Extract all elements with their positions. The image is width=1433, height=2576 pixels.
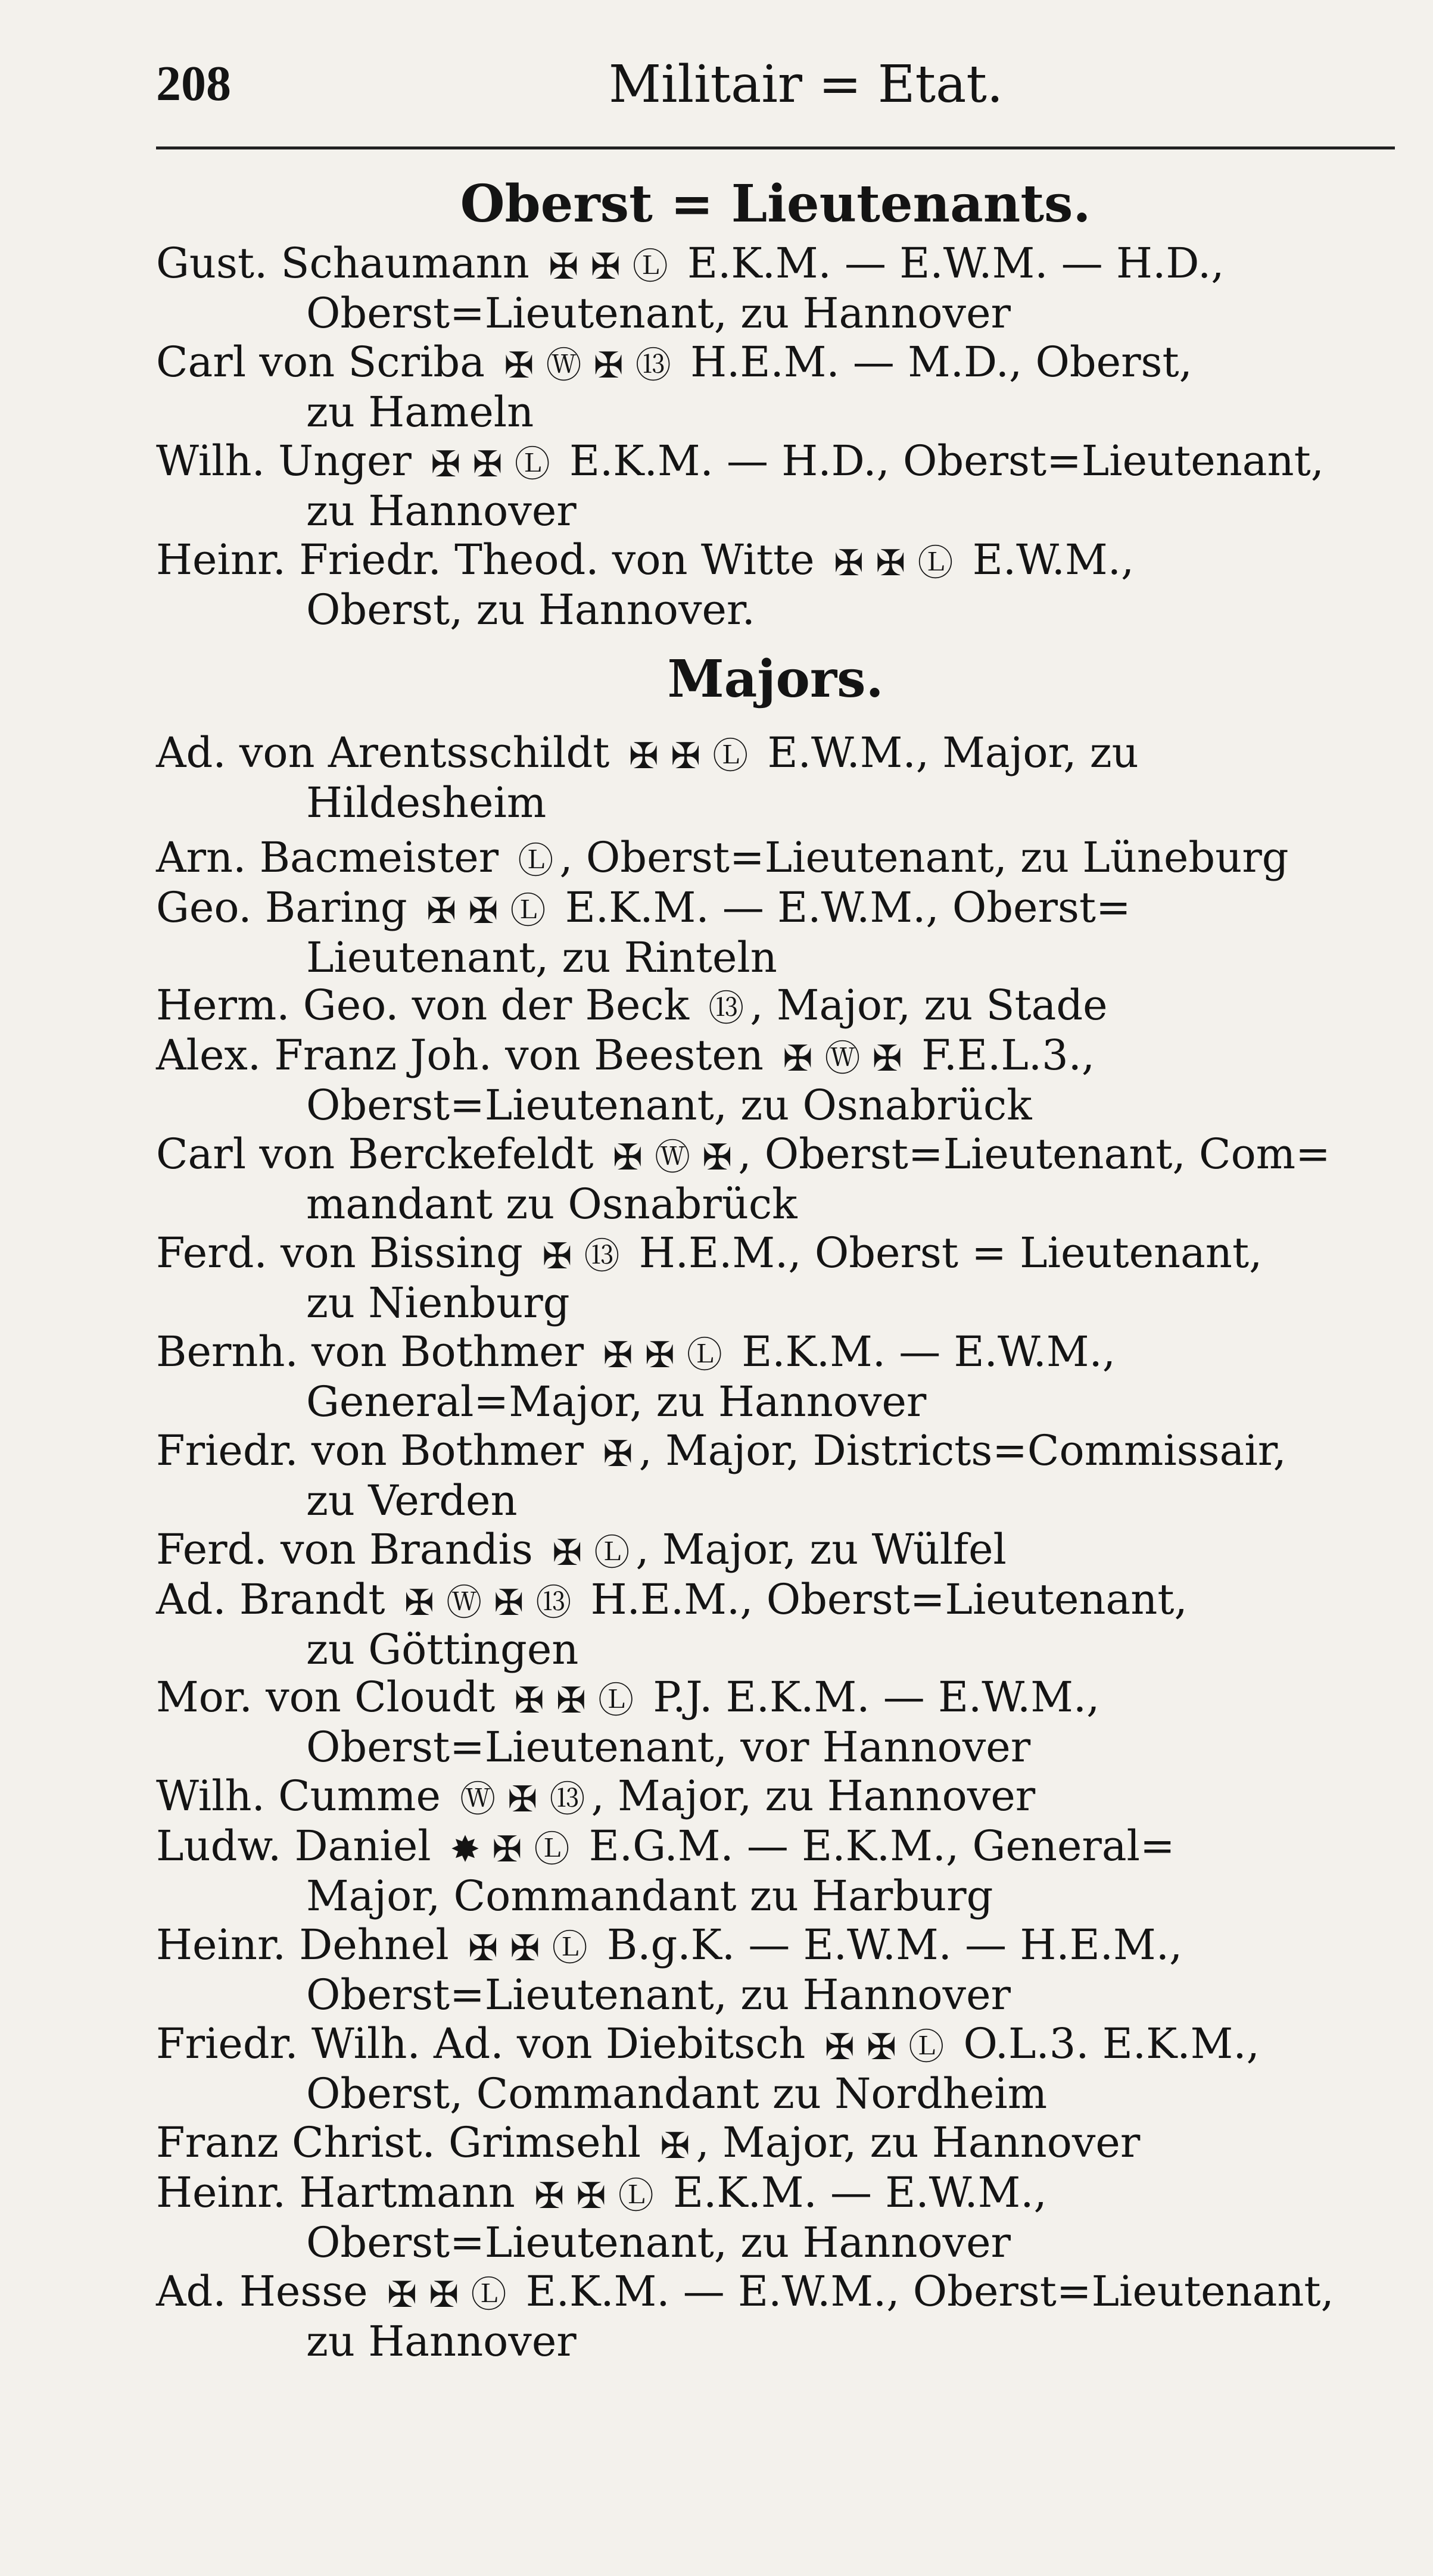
entry-line	[156, 337, 1395, 387]
entry-bacmeister	[156, 832, 1395, 882]
cross-decoration-icon: ✠	[603, 1334, 633, 1376]
cross-decoration-icon: ✠	[468, 890, 499, 932]
entry-continuation: zu Hannover	[306, 2317, 577, 2366]
entry-continuation: Hildesheim	[306, 778, 547, 827]
medal-1813-icon: ⑬	[635, 345, 671, 386]
cross-decoration-icon: ✠	[472, 444, 503, 485]
entry-rest: General=	[972, 1822, 1175, 1870]
medal-1813-icon: ⑬	[549, 1779, 585, 1820]
medal-1813-icon: ⑬	[708, 988, 744, 1030]
medal-1813-icon: ⑬	[584, 1236, 620, 1277]
entry-continuation: Oberst=Lieutenant, zu Hannover	[306, 289, 1011, 338]
entry-rest: Oberst=Lieutenant,	[766, 1575, 1188, 1624]
medal-codes: O.L.3. E.K.M.,	[963, 2019, 1260, 2068]
entry-name: Gust. Schaumann	[156, 239, 529, 288]
cross-decoration-icon: ✠	[783, 1038, 813, 1080]
entry-hartmann	[156, 2168, 1395, 2268]
entry-continuation: General=Major, zu Hannover	[306, 1377, 927, 1426]
cross-decoration-icon: ✠	[593, 345, 624, 386]
medal-codes: E.K.M. — E.W.M.,	[525, 2267, 900, 2316]
cross-decoration-icon: ✠	[426, 890, 457, 932]
entry-rest: , Major, zu Wülfel	[635, 1525, 1007, 1574]
entry-name: Ad. Hesse	[156, 2267, 368, 2316]
entry-scriba	[156, 337, 1395, 437]
entry-name: Franz Christ. Grimsehl	[156, 2118, 641, 2167]
section-heading-oberst-lieutenants: Oberst = Lieutenants.	[460, 174, 1091, 234]
entry-name: Ad. Brandt	[156, 1575, 385, 1624]
medal-l-icon: Ⓛ	[518, 840, 554, 882]
entry-cloudt	[156, 1672, 1395, 1772]
cross-decoration-icon: ✠	[702, 1137, 733, 1178]
entry-line	[156, 2266, 1395, 2316]
medal-codes: F.E.L.3.,	[921, 1031, 1095, 1080]
entry-line	[156, 882, 1395, 933]
entry-name: Herm. Geo. von der Beck	[156, 981, 690, 1030]
cross-decoration-icon: ✠	[431, 444, 461, 485]
entry-line	[156, 980, 1395, 1030]
medal-l-icon: Ⓛ	[552, 1928, 588, 1969]
cross-decoration-icon: ✠	[542, 1236, 572, 1277]
entry-name: Heinr. Dehnel	[156, 1920, 449, 1969]
entry-name: Friedr. von Bothmer	[156, 1426, 584, 1475]
entry-name: Bernh. von Bothmer	[156, 1327, 584, 1376]
medal-codes: H.E.M.,	[590, 1575, 753, 1624]
page-number: 208	[156, 56, 231, 111]
entry-line	[156, 436, 1395, 486]
cross-decoration-icon: ✠	[576, 2175, 606, 2217]
header-rule	[156, 146, 1395, 149]
entry-name: Mor. von Cloudt	[156, 1673, 496, 1722]
entry-continuation: mandant zu Osnabrück	[306, 1180, 798, 1228]
entry-line	[156, 1129, 1395, 1179]
medal-w-icon: Ⓦ	[824, 1038, 861, 1080]
entry-line	[156, 728, 1395, 778]
entry-rest: Oberst=Lieutenant,	[912, 2267, 1334, 2316]
medal-l-icon: Ⓛ	[471, 2274, 507, 2316]
medal-1813-icon: ⑬	[535, 1582, 572, 1624]
cross-decoration-icon: ✠	[492, 1829, 522, 1870]
entry-continuation: zu Verden	[306, 1476, 518, 1525]
cross-decoration-icon: ✠	[514, 1680, 544, 1722]
cross-decoration-icon: ✠	[670, 735, 701, 777]
entry-grimsehl	[156, 2117, 1395, 2168]
cross-decoration-icon: ✠	[660, 2125, 690, 2167]
entry-name: Alex. Franz Joh. von Beesten	[156, 1031, 764, 1080]
medal-w-icon: Ⓦ	[546, 345, 582, 386]
cross-decoration-icon: ✠	[824, 2026, 855, 2068]
entry-dehnel	[156, 1920, 1395, 2020]
entry-daniel	[156, 1821, 1395, 1921]
medal-codes: P.J. E.K.M. — E.W.M.,	[653, 1673, 1100, 1722]
medal-l-icon: Ⓛ	[510, 890, 546, 932]
entry-brandis	[156, 1524, 1395, 1574]
entry-continuation: Oberst, zu Hannover.	[306, 585, 755, 634]
entry-beck	[156, 980, 1395, 1030]
cross-decoration-icon: ✠	[387, 2274, 418, 2316]
entry-continuation: Lieutenant, zu Rinteln	[306, 933, 777, 982]
entry-line	[156, 1030, 1395, 1080]
entry-line	[156, 1821, 1395, 1871]
entry-rest: , Oberst=Lieutenant, Com=	[738, 1130, 1331, 1178]
entry-name: Wilh. Unger	[156, 436, 412, 485]
entry-line	[156, 2117, 1395, 2168]
medal-codes: H.E.M.,	[638, 1228, 802, 1277]
entry-continuation: Oberst, Commandant zu Nordheim	[306, 2069, 1048, 2118]
entry-line	[156, 238, 1395, 288]
entry-rest: , Major, Districts=Commissair,	[638, 1426, 1286, 1475]
entry-rest: Major, zu	[942, 728, 1139, 777]
entry-unger	[156, 436, 1395, 536]
entry-schaumann	[156, 238, 1395, 338]
entry-line	[156, 2168, 1395, 2218]
medal-l-icon: Ⓛ	[632, 246, 668, 288]
entry-witte	[156, 535, 1395, 635]
entry-continuation: zu Hannover	[306, 486, 577, 535]
entry-rest: Oberst=	[952, 883, 1131, 932]
entry-line	[156, 535, 1395, 585]
entry-line	[156, 1771, 1395, 1821]
medal-codes: H.E.M. — M.D.,	[690, 338, 1023, 386]
entry-arentsschildt	[156, 728, 1395, 828]
medal-w-icon: Ⓦ	[460, 1779, 496, 1820]
entry-rest: Oberst = Lieutenant,	[814, 1228, 1263, 1277]
cross-decoration-icon: ✠	[404, 1582, 435, 1624]
cross-decoration-icon: ✠	[494, 1582, 524, 1624]
entry-bissing	[156, 1228, 1395, 1328]
medal-codes: E.G.M. — E.K.M.,	[588, 1822, 960, 1870]
cross-decoration-icon: ✠	[549, 246, 579, 288]
medal-w-icon: Ⓦ	[655, 1137, 690, 1178]
entry-continuation: zu Hameln	[306, 388, 534, 436]
entry-friedr-bothmer	[156, 1426, 1395, 1526]
running-head	[156, 55, 1395, 120]
medal-l-icon: Ⓛ	[618, 2175, 654, 2217]
medal-codes: E.K.M. — E.W.M.,	[565, 883, 939, 932]
cross-decoration-icon: ✠	[510, 1928, 540, 1969]
entry-bernh-bothmer	[156, 1327, 1395, 1427]
entry-baring	[156, 882, 1395, 983]
medal-l-icon: Ⓛ	[514, 444, 550, 485]
cross-decoration-icon: ✠	[872, 1038, 902, 1080]
medal-codes: E.W.M.,	[767, 728, 929, 777]
cross-decoration-icon: ✠	[876, 542, 906, 584]
cross-decoration-icon: ✠	[552, 1532, 582, 1574]
entry-rest: , Major, zu Stade	[750, 981, 1108, 1030]
medal-l-icon: Ⓛ	[598, 1680, 634, 1722]
page-title: Militair = Etat.	[609, 55, 1004, 114]
entry-brandt	[156, 1574, 1395, 1674]
entry-name: Geo. Baring	[156, 883, 407, 932]
star-decoration-icon: ✸	[450, 1829, 481, 1870]
entry-continuation: Oberst=Lieutenant, zu Hannover	[306, 2218, 1011, 2267]
cross-decoration-icon: ✠	[504, 345, 534, 386]
entry-beesten	[156, 1030, 1395, 1130]
medal-codes: E.W.M.,	[972, 535, 1135, 584]
entry-name: Ad. von Arentsschildt	[156, 728, 610, 777]
medal-codes: E.K.M. — E.W.M.,	[672, 2168, 1047, 2217]
entry-name: Friedr. Wilh. Ad. von Diebitsch	[156, 2019, 806, 2068]
entry-continuation: zu Nienburg	[306, 1278, 570, 1327]
entry-line	[156, 1672, 1395, 1722]
cross-decoration-icon: ✠	[429, 2274, 459, 2316]
entry-rest: , Oberst=Lieutenant, zu Lüneburg	[559, 833, 1289, 882]
medal-codes: E.K.M. — H.D.,	[569, 436, 890, 485]
cross-decoration-icon: ✠	[590, 246, 621, 288]
medal-w-icon: Ⓦ	[446, 1582, 482, 1624]
entry-name: Ferd. von Bissing	[156, 1228, 523, 1277]
entry-diebitsch	[156, 2019, 1395, 2119]
entry-hesse	[156, 2266, 1395, 2366]
medal-l-icon: Ⓛ	[917, 542, 954, 584]
cross-decoration-icon: ✠	[468, 1928, 499, 1969]
entry-rest: , Major, zu Hannover	[696, 2118, 1141, 2167]
entry-line	[156, 1327, 1395, 1377]
medal-codes: E.K.M. — E.W.M. — H.D.,	[687, 239, 1225, 288]
section-heading-majors: Majors.	[667, 649, 884, 709]
medal-l-icon: Ⓛ	[534, 1829, 570, 1870]
entry-name: Heinr. Friedr. Theod. von Witte	[156, 535, 815, 584]
entry-line	[156, 2019, 1395, 2069]
entry-continuation: Oberst=Lieutenant, zu Osnabrück	[306, 1081, 1032, 1130]
medal-codes: B.g.K. — E.W.M. — H.E.M.,	[606, 1920, 1183, 1969]
entry-rest: , Major, zu Hannover	[591, 1772, 1036, 1820]
entry-name: Carl von Scriba	[156, 338, 485, 386]
entry-line	[156, 1574, 1395, 1624]
entry-name: Carl von Berckefeldt	[156, 1130, 594, 1178]
cross-decoration-icon: ✠	[833, 542, 864, 584]
entry-line	[156, 1524, 1395, 1574]
cross-decoration-icon: ✠	[534, 2175, 565, 2217]
entry-name: Arn. Bacmeister	[156, 833, 499, 882]
entry-berckefeldt	[156, 1129, 1395, 1229]
cross-decoration-icon: ✠	[603, 1433, 633, 1475]
cross-decoration-icon: ✠	[556, 1680, 587, 1722]
entry-rest: Oberst=Lieutenant,	[902, 436, 1324, 485]
entry-continuation: zu Göttingen	[306, 1625, 579, 1674]
entry-continuation: Oberst=Lieutenant, zu Hannover	[306, 1970, 1011, 2019]
entry-name: Ludw. Daniel	[156, 1822, 431, 1870]
medal-l-icon: Ⓛ	[908, 2026, 945, 2068]
entry-continuation: Major, Commandant zu Harburg	[306, 1872, 993, 1920]
entry-name: Wilh. Cumme	[156, 1772, 441, 1820]
entry-line	[156, 1228, 1395, 1278]
entry-line	[156, 1426, 1395, 1476]
cross-decoration-icon: ✠	[612, 1137, 643, 1178]
entry-cumme	[156, 1771, 1395, 1821]
cross-decoration-icon: ✠	[866, 2026, 897, 2068]
medal-l-icon: Ⓛ	[712, 735, 749, 777]
entry-line	[156, 1920, 1395, 1970]
medal-l-icon: Ⓛ	[594, 1532, 630, 1574]
entry-rest: Oberst,	[1035, 338, 1192, 386]
medal-l-icon: Ⓛ	[686, 1334, 722, 1376]
entry-continuation: Oberst=Lieutenant, vor Hannover	[306, 1723, 1031, 1772]
medal-codes: E.K.M. — E.W.M.,	[742, 1327, 1116, 1376]
entry-name: Heinr. Hartmann	[156, 2168, 515, 2217]
cross-decoration-icon: ✠	[644, 1334, 675, 1376]
entry-name: Ferd. von Brandis	[156, 1525, 533, 1574]
cross-decoration-icon: ✠	[507, 1779, 538, 1820]
entry-line	[156, 832, 1395, 882]
cross-decoration-icon: ✠	[628, 735, 659, 777]
